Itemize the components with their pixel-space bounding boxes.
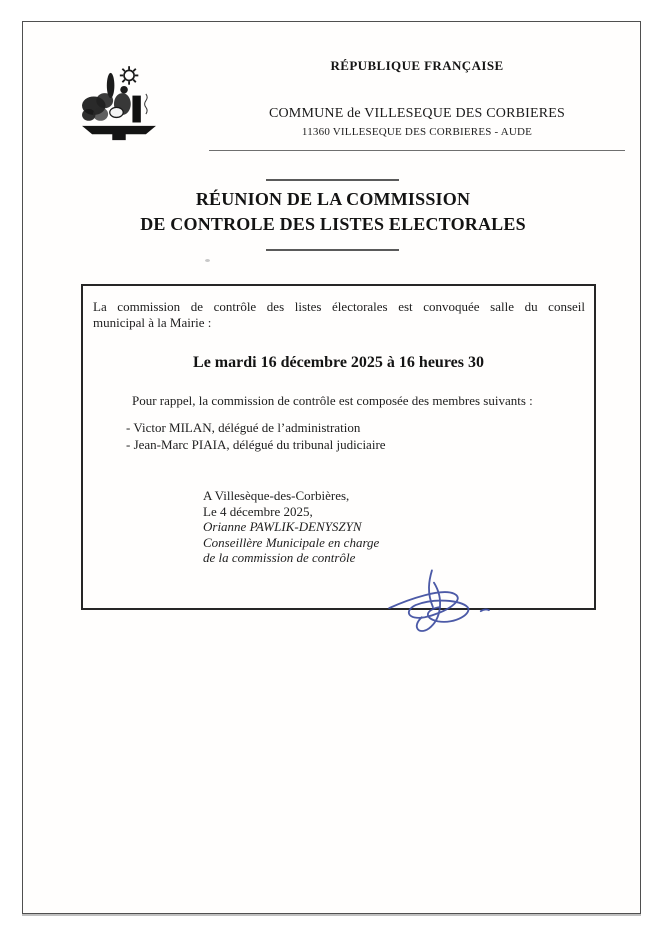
document-title-line2: DE CONTROLE DES LISTES ELECTORALES [140, 214, 526, 234]
signature-role-line1: Conseillère Municipale en charge [203, 534, 380, 550]
scanned-page [22, 21, 641, 914]
commune-address: 11360 VILLESEQUE DES CORBIERES - AUDE [301, 126, 533, 138]
document-title-line1: RÉUNION DE LA COMMISSION [195, 189, 471, 209]
signature-block [203, 488, 379, 566]
members-list [126, 420, 386, 453]
convocation-line2: municipal à la Mairie : [93, 315, 212, 330]
document-title [83, 187, 583, 237]
title-divider-top [266, 179, 399, 181]
signature-role-line2: de la commission de contrôle [203, 550, 356, 565]
commune-name: COMMUNE de VILLESEQUE DES CORBIERES [268, 106, 566, 121]
convocation-line1: La commission de contrôle des listes électorales est convoquée salle du conseil [93, 299, 585, 314]
scan-speck [205, 259, 210, 262]
convocation-paragraph [93, 299, 585, 331]
republic-heading: RÉPUBLIQUE FRANÇAISE [330, 58, 504, 73]
notice-box [81, 284, 596, 610]
meeting-datetime: Le mardi 16 décembre 2025 à 16 heures 30 [193, 354, 484, 371]
handwritten-signature-icon [381, 566, 493, 638]
signature-date: Le 4 décembre 2025, [203, 503, 313, 519]
signature-place: A Villesèque-des-Corbières, [203, 488, 350, 503]
letterhead [209, 58, 625, 138]
members-intro: Pour rappel, la commission de contrôle est composée des membres suivants : [132, 393, 533, 408]
commune-coat-of-arms-icon [75, 62, 163, 146]
member-item: - Victor MILAN, délégué de l’administration [126, 420, 361, 435]
title-divider-bottom [266, 249, 399, 251]
signature-name: Orianne PAWLIK-DENYSZYN [203, 519, 362, 534]
header-divider [209, 150, 625, 151]
member-item: - Jean-Marc PIAIA, délégué du tribunal judiciaire [126, 436, 386, 452]
